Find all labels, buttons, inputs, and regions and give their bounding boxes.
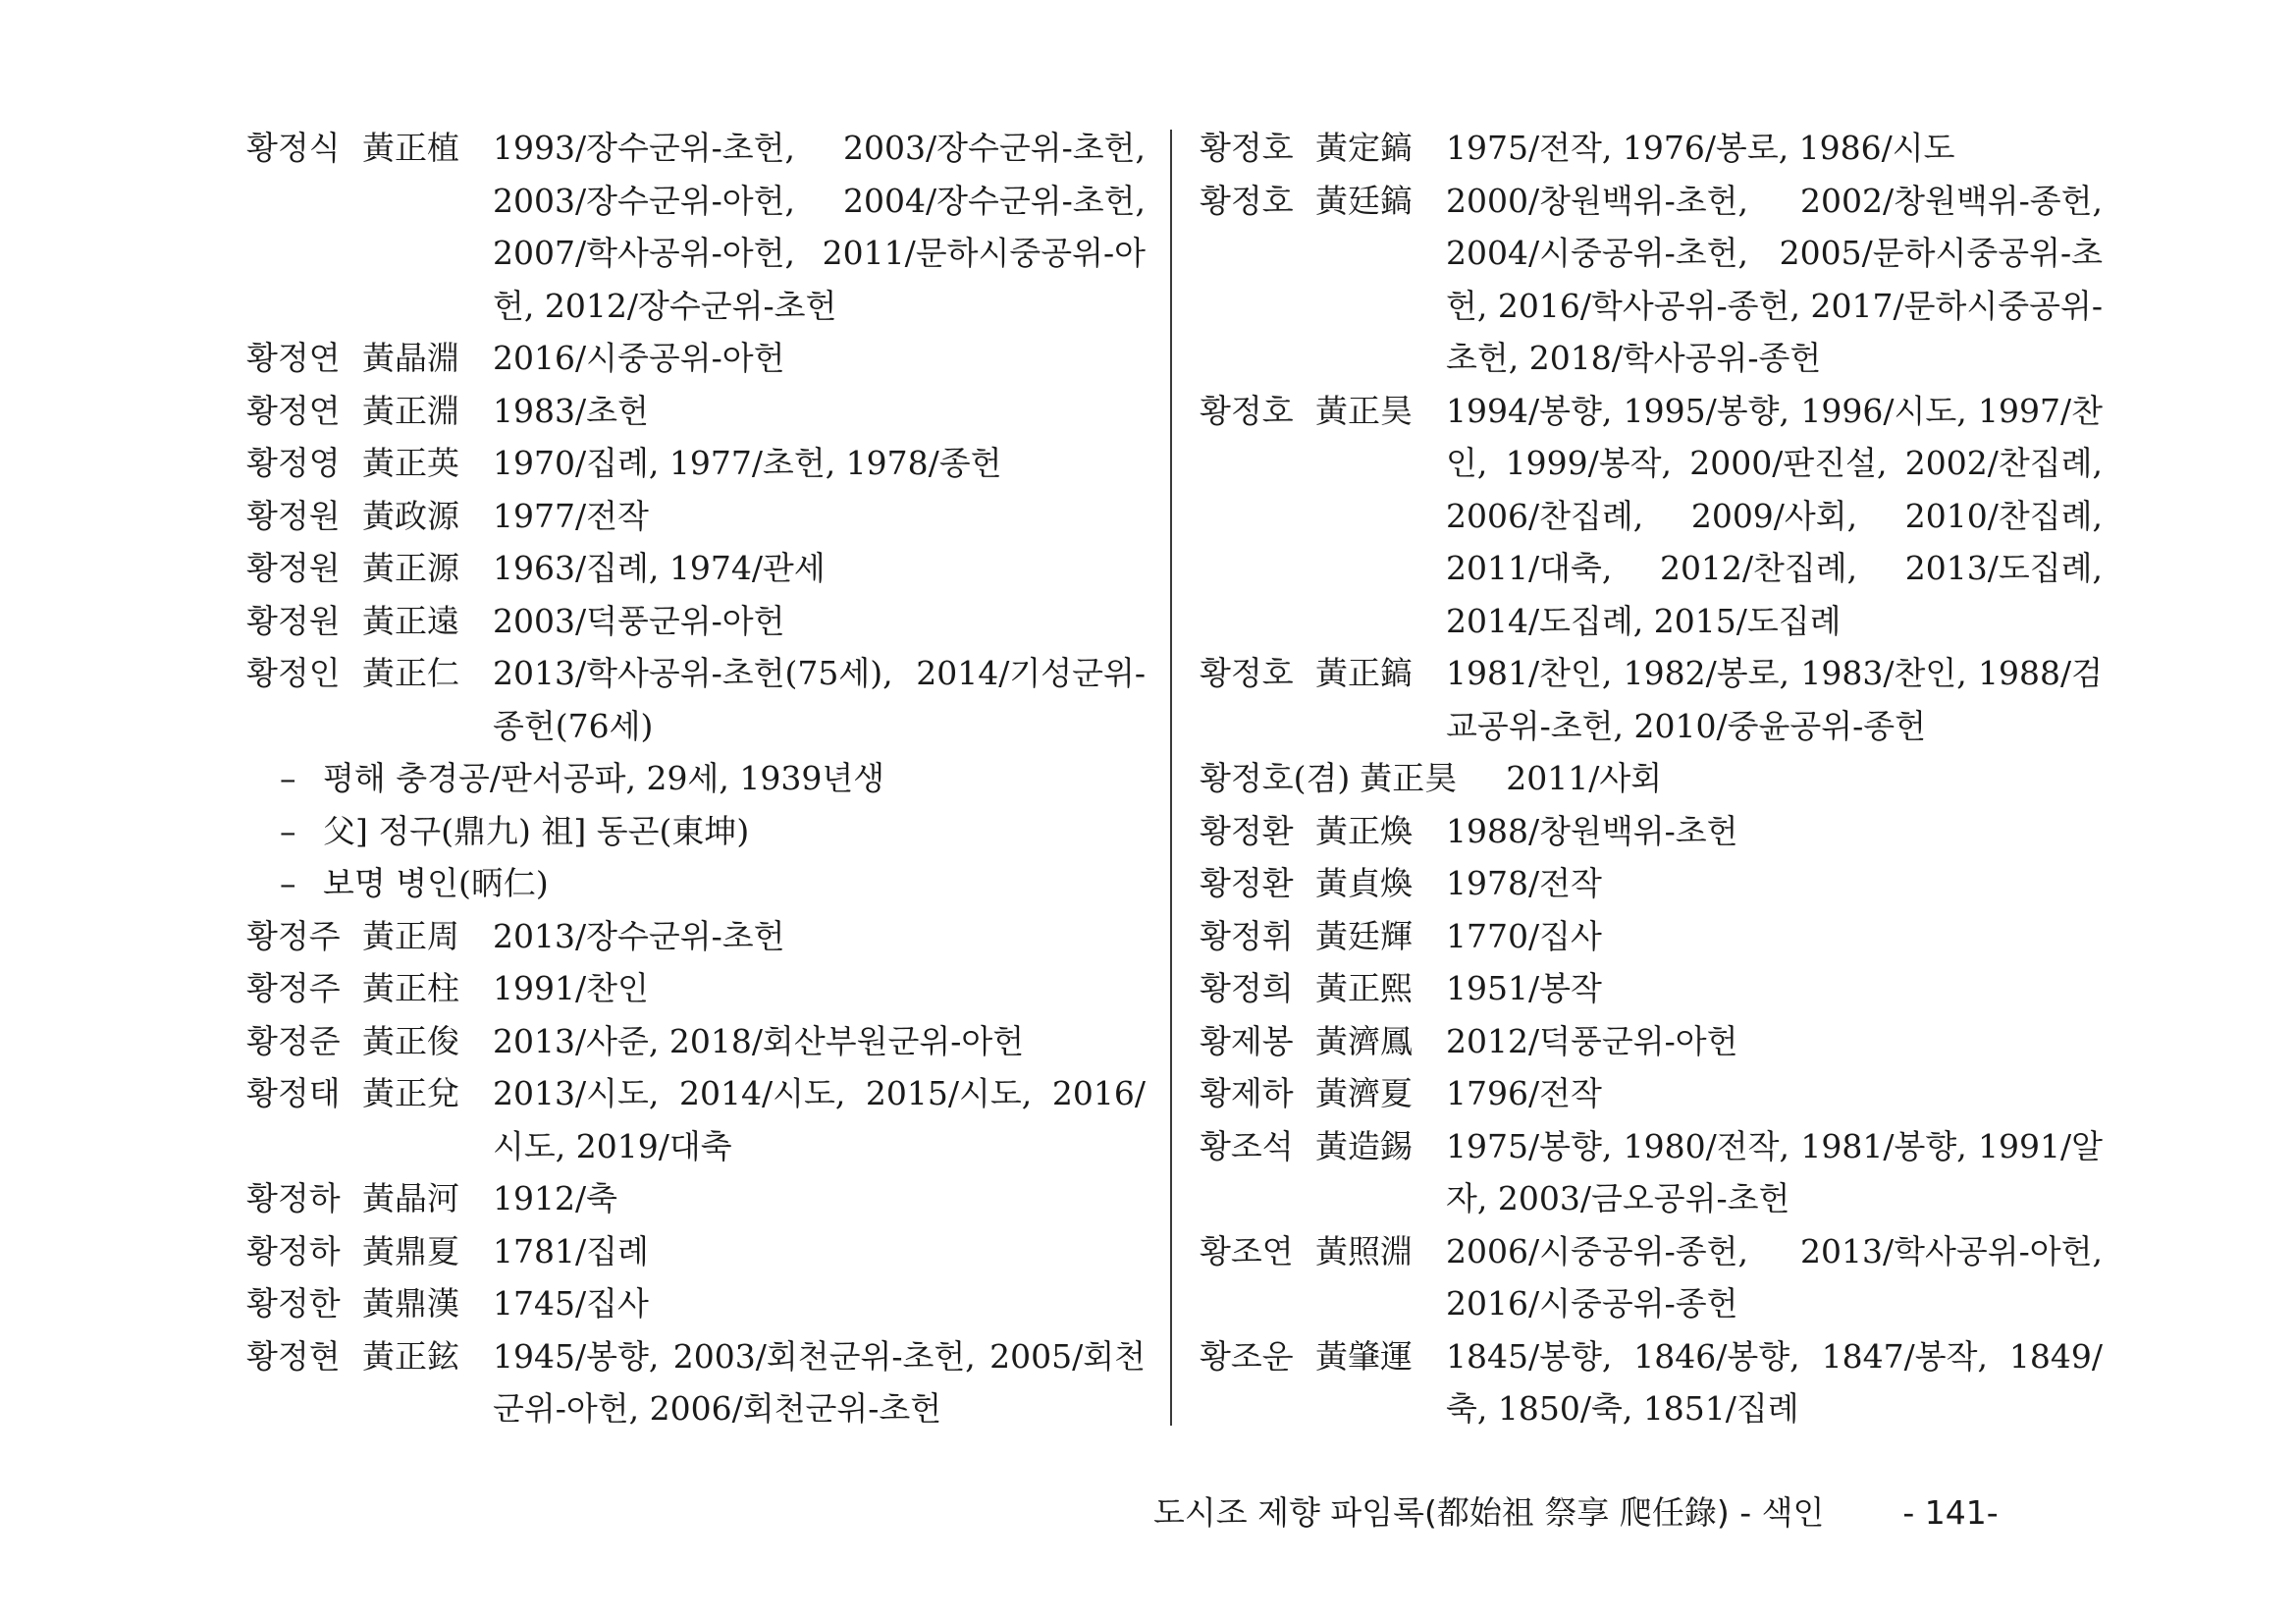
entry-hanja: 黃造錫 <box>1315 1126 1413 1165</box>
entry-name: 황조석 <box>1200 1126 1294 1165</box>
index-entry <box>1200 805 2103 858</box>
index-entry <box>1200 910 2103 963</box>
index-entry <box>246 1015 1146 1068</box>
entry-hanja: 黃正源 <box>362 549 459 587</box>
index-entry <box>246 332 1146 385</box>
entry-hanja: 黃濟鳳 <box>1315 1021 1413 1060</box>
entry-name: 황정식 <box>246 129 341 167</box>
index-entry <box>1200 647 2103 752</box>
note-text: 보명 병인(昞仁) <box>323 864 549 902</box>
note-dash: – <box>280 759 296 797</box>
entry-note <box>246 857 1146 910</box>
entry-details: 1981/찬인, 1982/봉로, 1983/찬인, 1988/검교공위-초헌, 2010/중윤공위-종헌 <box>1446 654 2103 745</box>
entry-hanja: 黃正周 <box>362 916 459 955</box>
entry-name: 황정호 <box>1200 129 1294 167</box>
index-entry <box>246 490 1146 543</box>
entry-hanja: 黃正鉉 <box>362 1336 459 1376</box>
index-entry <box>1200 752 2103 805</box>
entry-name: 황정환 <box>1200 864 1294 902</box>
entry-name: 황정주 <box>246 916 341 955</box>
entry-name: 황정연 <box>246 391 341 430</box>
entry-details: 2003/덕풍군위-아헌 <box>493 601 785 640</box>
entry-details: 1975/봉향, 1980/전작, 1981/봉향, 1991/알자, 2003/금오공위-초헌 <box>1446 1126 2103 1217</box>
entry-hanja: 黃正俊 <box>362 1021 459 1060</box>
index-entry <box>246 1172 1146 1225</box>
index-entry <box>246 1330 1146 1435</box>
note-text: 父] 정구(鼎九) 祖] 동곤(東坤) <box>323 811 750 850</box>
entry-name: 황정하 <box>246 1231 341 1270</box>
entry-details: 1770/집사 <box>1446 916 1602 955</box>
index-entry <box>1200 962 2103 1015</box>
entry-name: 황정호(겸) <box>1200 759 1351 797</box>
entry-details: 1781/집례 <box>493 1231 649 1270</box>
page-number: - 141- <box>1902 1493 1999 1532</box>
note-text: 평해 충경공/판서공파, 29세, 1939년생 <box>323 759 885 797</box>
entry-details: 1983/초헌 <box>493 391 649 430</box>
entry-hanja: 黃貞煥 <box>1315 864 1413 902</box>
index-entry <box>246 542 1146 595</box>
entry-name: 황정원 <box>246 601 341 640</box>
entry-hanja: 黃鼎夏 <box>362 1231 459 1270</box>
entry-details: 2012/덕풍군위-아헌 <box>1446 1021 1738 1060</box>
index-entry <box>246 1277 1146 1330</box>
entry-name: 황정준 <box>246 1021 341 1060</box>
entry-details: 1978/전작 <box>1446 864 1602 902</box>
entry-name: 황정주 <box>246 969 341 1007</box>
index-entry <box>1200 122 2103 175</box>
entry-hanja: 黃肇運 <box>1315 1336 1413 1376</box>
footer-title: 도시조 제향 파임록(都始祖 祭享 爬任錄) - 색인 <box>1153 1493 1825 1532</box>
entry-hanja: 黃正仁 <box>362 654 459 692</box>
entry-hanja: 黃照淵 <box>1315 1231 1413 1270</box>
entry-details: 1970/집례, 1977/초헌, 1978/종헌 <box>493 444 1002 482</box>
index-entry <box>1200 1330 2103 1435</box>
entry-details: 2013/장수군위-초헌 <box>493 916 785 955</box>
entry-hanja: 黃鼎漢 <box>362 1284 459 1323</box>
entry-name: 황정휘 <box>1200 916 1294 955</box>
entry-hanja: 黃正植 <box>362 129 459 167</box>
entry-name: 황정인 <box>246 654 341 692</box>
left-column <box>246 122 1146 1435</box>
entry-details: 1845/봉향, 1846/봉향, 1847/봉작, 1849/축, 1850/축, 1851/집례 <box>1446 1336 2103 1428</box>
entry-name: 황정태 <box>246 1074 341 1112</box>
entry-name: 황정호 <box>1200 654 1294 692</box>
entry-name: 황조연 <box>1200 1231 1294 1270</box>
entry-name: 황제하 <box>1200 1074 1294 1112</box>
entry-details: 2013/학사공위-초헌(75세), 2014/기성군위-종헌(76세) <box>493 654 1146 745</box>
note-dash: – <box>280 864 296 902</box>
entry-name: 황정호 <box>1200 181 1294 220</box>
entry-hanja: 黃正昊 <box>1315 391 1413 430</box>
entry-details: 1994/봉향, 1995/봉향, 1996/시도, 1997/찬인, 1999/봉작, 2000/판진설, 2002/찬집례, 2006/찬집례, 2009/사회, 2010/찬집례, 2011/대축, 2012/찬집례, 2013/도집례, 2014/도집례, 2015/도집례 <box>1446 391 2103 640</box>
entry-details: 2013/사준, 2018/회산부원군위-아헌 <box>493 1021 1025 1060</box>
column-divider <box>1170 130 1172 1426</box>
entry-details: 1988/창원백위-초헌 <box>1446 811 1738 850</box>
entry-hanja: 黃正煥 <box>1315 811 1413 850</box>
entry-hanja: 黃正兌 <box>362 1074 459 1112</box>
entry-details: 1975/전작, 1976/봉로, 1986/시도 <box>1446 129 1955 167</box>
entry-hanja: 黃正熙 <box>1315 969 1413 1007</box>
entry-hanja: 黃正昊 <box>1360 759 1458 797</box>
index-entry <box>246 122 1146 332</box>
entry-hanja: 黃正柱 <box>362 969 459 1007</box>
index-entry <box>246 595 1146 648</box>
note-dash: – <box>280 811 296 850</box>
entry-name: 황정영 <box>246 444 341 482</box>
index-entry <box>1200 1015 2103 1068</box>
index-entry <box>1200 1120 2103 1225</box>
index-entry <box>246 962 1146 1015</box>
index-entry <box>246 1067 1146 1172</box>
index-entry <box>246 647 1146 752</box>
page-footer <box>1153 1487 1999 1534</box>
entry-hanja: 黃政源 <box>362 496 459 535</box>
entry-hanja: 黃廷鎬 <box>1315 181 1413 220</box>
entry-details: 1945/봉향, 2003/회천군위-초헌, 2005/회천군위-아헌, 2006/회천군위-초헌 <box>493 1336 1146 1428</box>
index-entry <box>1200 1225 2103 1330</box>
entry-note <box>246 805 1146 858</box>
entry-hanja: 黃正英 <box>362 444 459 482</box>
entry-details: 2000/창원백위-초헌, 2002/창원백위-종헌, 2004/시중공위-초헌, 2005/문하시중공위-초헌, 2016/학사공위-종헌, 2017/문하시중공위-초헌, 2018/학사공위-종헌 <box>1446 181 2103 377</box>
entry-name: 황정희 <box>1200 969 1294 1007</box>
entry-hanja: 黃晶河 <box>362 1179 459 1217</box>
entry-name: 황정원 <box>246 496 341 535</box>
entry-details: 2006/시중공위-종헌, 2013/학사공위-아헌, 2016/시중공위-종헌 <box>1446 1231 2103 1323</box>
entry-name: 황정원 <box>246 549 341 587</box>
entry-hanja: 黃正遠 <box>362 601 459 640</box>
entry-details: 1963/집례, 1974/관세 <box>493 549 826 587</box>
index-entry <box>246 1225 1146 1278</box>
entry-name: 황정환 <box>1200 811 1294 850</box>
entry-details: 1993/장수군위-초헌, 2003/장수군위-초헌, 2003/장수군위-아헌, 2004/장수군위-초헌, 2007/학사공위-아헌, 2011/문하시중공위-아헌, 2012/장수군위-초헌 <box>493 129 1146 325</box>
index-entry <box>246 910 1146 963</box>
entry-name: 황정한 <box>246 1284 341 1323</box>
entry-name: 황정하 <box>246 1179 341 1217</box>
entry-details: 1796/전작 <box>1446 1074 1602 1112</box>
entry-name: 황정호 <box>1200 391 1294 430</box>
entry-details: 1977/전작 <box>493 496 649 535</box>
index-entry <box>1200 1067 2103 1120</box>
index-entry <box>1200 857 2103 910</box>
entry-name: 황제봉 <box>1200 1021 1294 1060</box>
right-column <box>1200 122 2103 1435</box>
entry-details: 1912/축 <box>493 1179 617 1217</box>
index-entry <box>1200 175 2103 385</box>
entry-hanja: 黃定鎬 <box>1315 129 1413 167</box>
entry-details: 1745/집사 <box>493 1284 649 1323</box>
entry-note <box>246 752 1146 805</box>
entry-name: 황조운 <box>1200 1336 1294 1376</box>
entry-hanja: 黃正鎬 <box>1315 654 1413 692</box>
entry-hanja: 黃晶淵 <box>362 339 459 377</box>
entry-details: 1991/찬인 <box>493 969 649 1007</box>
index-entry <box>246 385 1146 438</box>
entry-details: 1951/봉작 <box>1446 969 1602 1007</box>
entry-details: 2013/시도, 2014/시도, 2015/시도, 2016/시도, 2019/대축 <box>493 1074 1146 1165</box>
entry-details: 2016/시중공위-아헌 <box>493 339 785 377</box>
index-entry <box>1200 385 2103 648</box>
entry-hanja: 黃廷輝 <box>1315 916 1413 955</box>
entry-details: 2011/사회 <box>1506 759 1663 797</box>
index-entry <box>246 437 1146 490</box>
entry-name: 황정현 <box>246 1336 341 1376</box>
entry-hanja: 黃正淵 <box>362 391 459 430</box>
entry-hanja: 黃濟夏 <box>1315 1074 1413 1112</box>
entry-name: 황정연 <box>246 339 341 377</box>
